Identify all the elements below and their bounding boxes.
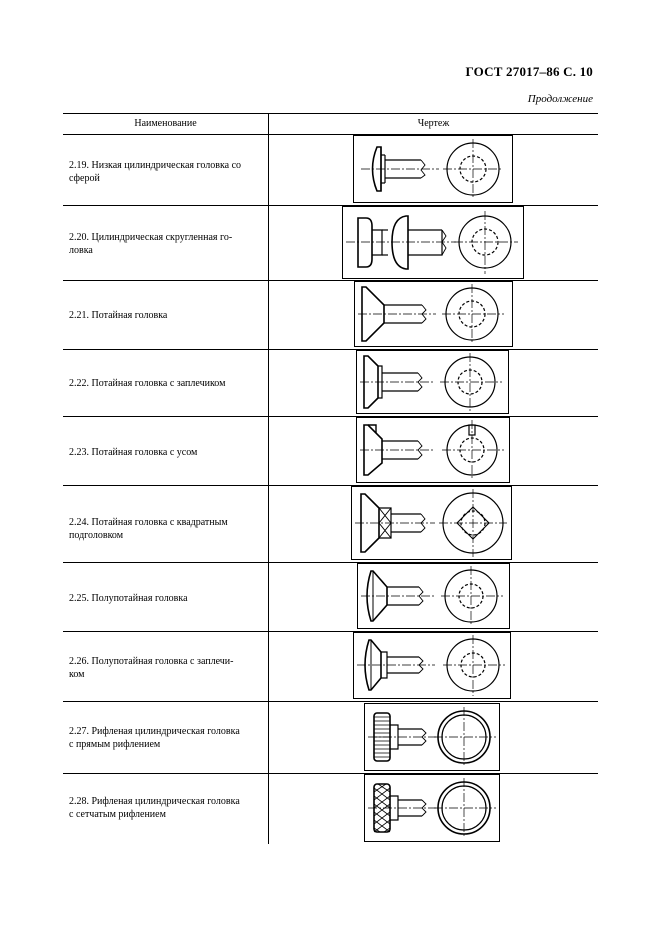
countersunk-head-drawing [354,281,513,347]
knurled-head-straight-drawing [364,703,500,771]
raised-countersunk-head-with-shoulder-drawing [353,632,511,699]
row-name-line: 2.22. Потайная головка с заплечиком [69,378,226,389]
row-name-2-24 [69,516,265,542]
row-separator [63,416,598,417]
column-header-drawing: Чертеж [417,118,450,129]
page-header-title: ГОСТ 27017–86 С. 10 [465,64,593,79]
row-name-line: ловка [69,245,93,256]
row-name-line: 2.28. Рифленая цилиндрическая головка [69,796,240,807]
row-name-line: подголовком [69,530,124,541]
row-separator [63,701,598,702]
row-name-2-28 [69,795,265,821]
low-cylindrical-head-with-sphere-drawing [353,135,513,203]
row-name-line: 2.21. Потайная головка [69,310,168,321]
specification-table [63,113,598,844]
row-name-2-21 [69,309,265,322]
row-separator [63,485,598,486]
row-name-line: 2.25. Полупотайная головка [69,593,188,604]
row-name-2-20 [69,231,265,257]
row-name-2-25 [69,592,265,605]
row-name-line: 2.23. Потайная головка с усом [69,447,198,458]
row-separator [63,349,598,350]
countersunk-head-with-shoulder-drawing [356,350,509,414]
row-name-2-23 [69,446,265,459]
row-name-line: с прямым рифлением [69,739,161,750]
continuation-label: Продолжение [527,93,593,105]
row-name-line: 2.20. Цилиндрическая скругленная го- [69,232,233,243]
row-separator [63,631,598,632]
row-separator [63,562,598,563]
header-bottom-rule [63,134,598,135]
row-name-2-19 [69,159,265,185]
rounded-cylindrical-head-drawing [342,206,524,279]
raised-countersunk-head-drawing [357,563,510,629]
row-name-line: с сетчатым рифлением [69,809,166,820]
row-name-2-26 [69,655,265,681]
row-name-line: ком [69,669,85,680]
countersunk-head-with-square-neck-drawing [351,486,512,560]
row-separator [63,773,598,774]
column-divider [268,113,269,844]
row-name-line: 2.24. Потайная головка с квадратным [69,517,228,528]
row-name-line: сферой [69,173,100,184]
row-name-line: 2.19. Низкая цилиндрическая головка со [69,160,242,171]
row-separator [63,280,598,281]
column-header-name: Наименование [134,118,197,129]
row-name-line: 2.27. Рифленая цилиндрическая головка [69,726,240,737]
countersunk-head-with-nib-drawing [356,417,510,483]
row-name-2-27 [69,725,265,751]
knurled-head-diamond-drawing [364,774,500,842]
row-name-2-22 [69,377,265,390]
row-name-line: 2.26. Полупотайная головка с заплечи- [69,656,234,667]
